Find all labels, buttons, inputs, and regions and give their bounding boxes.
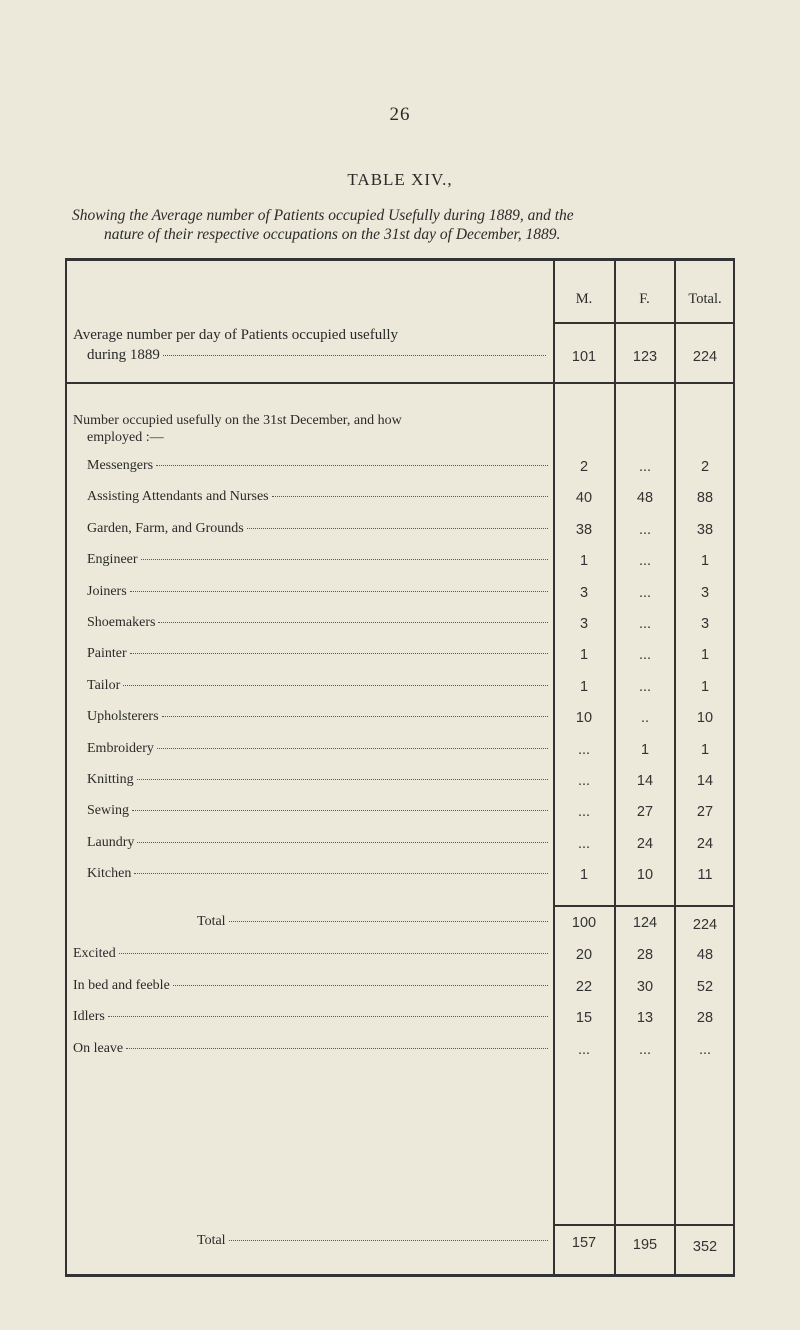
column-divider-f: [674, 258, 676, 1277]
row-value-m: 38: [575, 521, 593, 538]
table-title: TABLE XIV.,: [347, 170, 453, 189]
row-value-total: 1: [700, 553, 710, 570]
table-row-label: [87, 521, 551, 537]
row-value-total: 1: [700, 647, 710, 664]
grand-total-total: 352: [692, 1239, 718, 1255]
subtotal-m: 100: [571, 915, 597, 931]
row-label-text: Engineer: [87, 552, 138, 568]
table-row-label: [73, 1009, 551, 1025]
table-row-label: [73, 978, 551, 994]
row-value-m: 1: [579, 678, 589, 695]
section-heading-line-2: employed :—: [87, 430, 164, 445]
subtotal-total: 224: [692, 917, 718, 933]
row-label-text: Messengers: [87, 458, 154, 473]
page-number: 26: [389, 104, 411, 125]
subtitle-line-2: nature of their respective occupations on the 31st day of December, 1889.: [104, 226, 561, 243]
row-label-text: Sewing: [87, 803, 129, 819]
table-bottom-border: [65, 1274, 735, 1277]
row-label-text: Excited: [73, 946, 116, 961]
row-value-total: 10: [696, 710, 714, 727]
subtotal-label-text: Total: [197, 914, 226, 929]
row-label-text: Garden, Farm, and Grounds: [87, 520, 244, 536]
row-label-text: Laundry: [87, 834, 135, 850]
column-header-m: M.: [575, 291, 593, 307]
average-label-text: during 1889: [87, 347, 160, 363]
subtotal-rule: [553, 905, 735, 907]
row-value-m: 15: [575, 1010, 593, 1027]
row-value-m: ...: [577, 835, 591, 852]
row-value-total: 11: [697, 867, 713, 884]
row-value-total: 3: [700, 616, 710, 632]
table-row-label: [87, 552, 551, 568]
row-value-total: 38: [696, 521, 714, 538]
table-row-label: [87, 709, 551, 725]
row-value-m: 1: [579, 553, 589, 570]
row-value-m: 1: [579, 867, 589, 884]
row-value-total: 24: [696, 835, 714, 852]
row-value-total: 52: [696, 978, 714, 995]
column-divider-m: [614, 258, 616, 1277]
subtotal-label: [197, 914, 551, 930]
average-f: 123: [632, 349, 658, 365]
grand-total-f: 195: [632, 1237, 658, 1253]
row-value-m: 22: [575, 978, 593, 995]
table-row-label: [87, 678, 551, 694]
grand-total-label-text: Total: [197, 1233, 226, 1248]
row-value-f: 1: [640, 741, 650, 758]
row-value-f: 13: [636, 1010, 654, 1027]
table-row-label: [87, 772, 551, 788]
table-right-border: [733, 258, 735, 1277]
row-value-m: 1: [579, 647, 589, 664]
row-value-total: 14: [696, 773, 714, 789]
grand-total-rule: [553, 1224, 735, 1226]
row-label-text: Painter: [87, 646, 127, 662]
row-value-m: 20: [575, 947, 593, 963]
column-header-rule: [553, 322, 735, 324]
row-label-text: Upholsterers: [87, 709, 159, 725]
average-label-line-1: Average number per day of Patients occupied usefully: [73, 327, 399, 343]
row-value-m: ...: [577, 804, 591, 821]
table-row-label: [87, 584, 551, 600]
row-label-text: Shoemakers: [87, 615, 156, 630]
table-row-label: [87, 866, 551, 882]
table-row-label: [87, 803, 551, 819]
table-row-label: [87, 489, 551, 505]
section-heading-line-1: Number occupied usefully on the 31st December, and how: [73, 413, 402, 428]
row-value-m: 3: [579, 616, 589, 632]
row-label-text: Joiners: [87, 583, 127, 599]
column-header-f: F.: [639, 291, 650, 307]
grand-total-m: 157: [571, 1235, 597, 1251]
row-value-f: 24: [636, 835, 654, 852]
row-value-total: 2: [700, 459, 710, 475]
header-separator: [65, 382, 735, 384]
row-label-text: On leave: [73, 1040, 124, 1056]
table-subtitle: [72, 206, 752, 244]
column-divider-label: [553, 258, 555, 1277]
row-value-total: ...: [698, 1041, 712, 1058]
row-label-text: Assisting Attendants and Nurses: [87, 489, 269, 505]
row-value-f: 27: [636, 804, 654, 821]
row-label-text: Knitting: [87, 772, 134, 787]
row-value-total: 48: [696, 947, 714, 963]
subtotal-f: 124: [632, 915, 658, 931]
row-value-f: ...: [638, 1041, 652, 1058]
table-row-label: [87, 646, 551, 662]
subtitle-line-1: Showing the Average number of Patients occupied Usefully during 1889, and the: [72, 207, 574, 224]
row-value-m: 40: [575, 490, 593, 507]
column-header-total: Total.: [688, 291, 722, 307]
table-row-label: [87, 615, 551, 631]
table-left-border: [65, 258, 67, 1277]
average-total: 224: [692, 349, 718, 365]
row-label-text: Tailor: [87, 677, 121, 693]
row-label-text: Kitchen: [87, 866, 132, 882]
statistics-table: [65, 258, 735, 1278]
row-value-total: 88: [696, 490, 714, 507]
row-value-f: 30: [636, 978, 654, 995]
row-value-f: 28: [636, 947, 654, 963]
row-value-f: ...: [638, 459, 652, 475]
table-row-label: [87, 458, 551, 474]
row-value-total: 27: [696, 804, 714, 821]
row-label-text: In bed and feeble: [73, 977, 170, 993]
row-label-text: Idlers: [73, 1009, 105, 1025]
row-value-total: 28: [696, 1010, 714, 1027]
row-value-total: 1: [700, 678, 710, 695]
table-row-label: [73, 1041, 551, 1057]
row-value-f: ...: [638, 647, 652, 664]
row-value-m: ...: [577, 1041, 591, 1058]
table-row-label: [73, 946, 551, 962]
row-value-f: 10: [636, 867, 654, 884]
row-label-text: Embroidery: [87, 740, 154, 756]
row-value-m: 3: [579, 584, 589, 601]
row-value-f: 14: [636, 773, 654, 789]
row-value-f: ...: [638, 616, 652, 632]
row-value-m: 10: [575, 710, 593, 727]
row-value-f: 48: [636, 490, 654, 507]
row-value-total: 3: [700, 584, 710, 601]
average-label-line-2: [87, 347, 549, 364]
row-value-total: 1: [700, 741, 710, 758]
average-m: 101: [571, 349, 597, 365]
table-row-label: [87, 835, 551, 851]
table-row-label: [87, 741, 551, 757]
row-value-m: ...: [577, 773, 591, 789]
row-value-m: 2: [579, 459, 589, 475]
row-value-f: ..: [640, 710, 650, 727]
row-value-f: ...: [638, 678, 652, 695]
row-value-f: ...: [638, 521, 652, 538]
row-value-m: ...: [577, 741, 591, 758]
grand-total-label: [197, 1233, 551, 1249]
table-top-border: [65, 258, 735, 261]
row-value-f: ...: [638, 553, 652, 570]
row-value-f: ...: [638, 584, 652, 601]
